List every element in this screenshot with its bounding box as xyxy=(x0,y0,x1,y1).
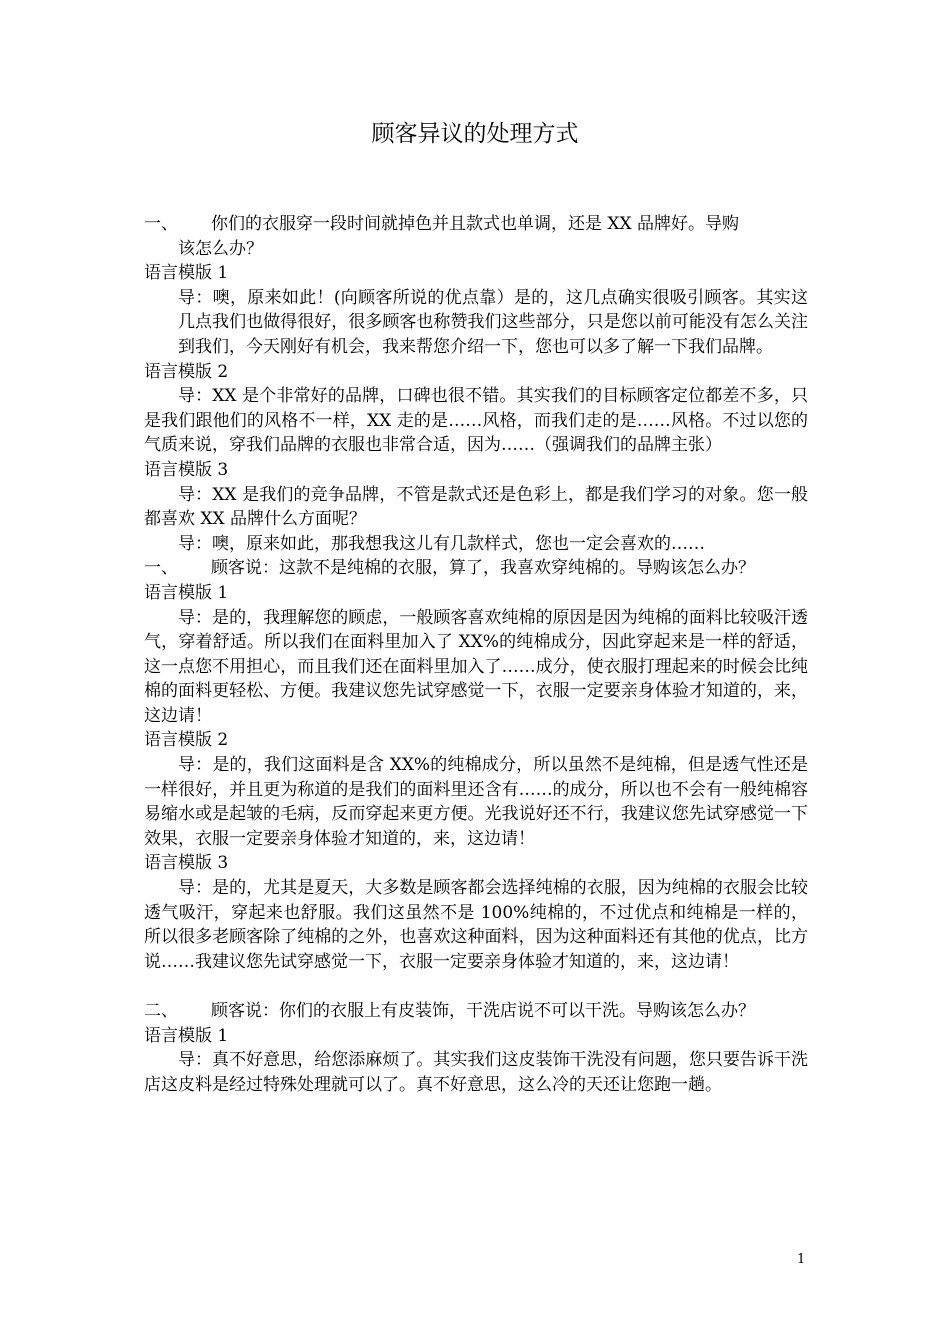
blank-line xyxy=(144,974,808,999)
template-label: 语言模版 3 xyxy=(144,853,229,874)
section-question-continued: 该怎么办？ xyxy=(178,238,263,259)
template-paragraph: 导：噢，原来如此，那我想我这儿有几款样式，您也一定会喜欢的…… xyxy=(178,533,705,554)
template-label: 语言模版 1 xyxy=(144,1025,229,1046)
template-paragraph: 导：XX 是个非常好的品牌，口碑也很不错。其实我们的目标顾客定位都差不多，只是我们跟他们的风格不一样，XX 走的是……风格，而我们走的是……风格。不过以您的气质来说，穿我们品牌的衣服也非常合适，因为……（强调我们的品牌主张） xyxy=(144,386,808,456)
section-number: 一、 xyxy=(144,558,178,579)
page-number: 1 xyxy=(797,1252,806,1267)
section-question: 顾客说：你们的衣服上有皮装饰，干洗店说不可以干洗。导购该怎么办？ xyxy=(211,1001,755,1021)
template-paragraph: 导：是的，我们这面料是含 XX%的纯棉成分，所以虽然不是纯棉，但是透气性还是一样很好，并且更为称道的是我们的面料里还含有……的成分，所以也不会有一般纯棉容易缩水或是起皱的毛病，反而穿起来更方便。光我说好还不行，我建议您先试穿感觉一下效果，衣服一定要亲身体验才知道的，来，这边请！ xyxy=(144,755,808,849)
section-number: 二、 xyxy=(144,1001,178,1021)
section-number: 一、 xyxy=(144,214,178,234)
document-body xyxy=(144,212,808,1097)
template-paragraph: 导：XX 是我们的竞争品牌，不管是款式还是色彩上，都是我们学习的对象。您一般都喜欢 XX 品牌什么方面呢？ xyxy=(144,484,808,530)
template-label: 语言模版 1 xyxy=(144,263,229,284)
template-label: 语言模版 2 xyxy=(144,730,229,751)
template-label: 语言模版 2 xyxy=(144,361,229,382)
section-question: 顾客说：这款不是纯棉的衣服，算了，我喜欢穿纯棉的。导购该怎么办？ xyxy=(211,558,755,579)
section-heading xyxy=(144,999,808,1024)
section-heading xyxy=(144,556,808,581)
template-paragraph: 导：真不好意思，给您添麻烦了。其实我们这皮装饰干洗没有问题，您只要告诉干洗店这皮料是经过特殊处理就可以了。真不好意思，这么冷的天还让您跑一趟。 xyxy=(144,1050,808,1095)
page-title: 顾客异议的处理方式 xyxy=(371,121,579,147)
template-paragraph: 导：是的，我理解您的顾虑，一般顾客喜欢纯棉的原因是因为纯棉的面料比较吸汗透气，穿着舒适。所以我们在面料里加入了 XX%的纯棉成分，因此穿起来是一样的舒适，这一点您不用担心，而且我们还在面料里加入了……成分，使衣服打理起来的时候会比纯棉的面料更轻松、方便。我建议您先试穿感觉一下，衣服一定要亲身体验才知道的，来，这边请！ xyxy=(144,607,808,726)
template-paragraph: 导：噢，原来如此！(向顾客所说的优点靠）是的，这几点确实很吸引顾客。其实这几点我们也做得很好，很多顾客也称赞我们这些部分，只是您以前可能没有怎么关注到我们，今天刚好有机会，我来帮您介绍一下，您也可以多了解一下我们品牌。 xyxy=(178,287,808,357)
section-heading xyxy=(144,212,808,237)
template-label: 语言模版 1 xyxy=(144,582,229,603)
template-label: 语言模版 3 xyxy=(144,459,229,480)
section-question: 你们的衣服穿一段时间就掉色并且款式也单调，还是 XX 品牌好。导购 xyxy=(211,214,740,234)
template-paragraph: 导：是的，尤其是夏天，大多数是顾客都会选择纯棉的衣服，因为纯棉的衣服会比较透气吸汗，穿起来也舒服。我们这虽然不是 100%纯棉的，不过优点和纯棉是一样的，所以很多老顾客除了纯棉的之外，也喜欢这种面料，因为这种面料还有其他的优点，比方说……我建议您先试穿感觉一下，衣服一定要亲身体验才知道的，来，这边请！ xyxy=(144,878,808,972)
